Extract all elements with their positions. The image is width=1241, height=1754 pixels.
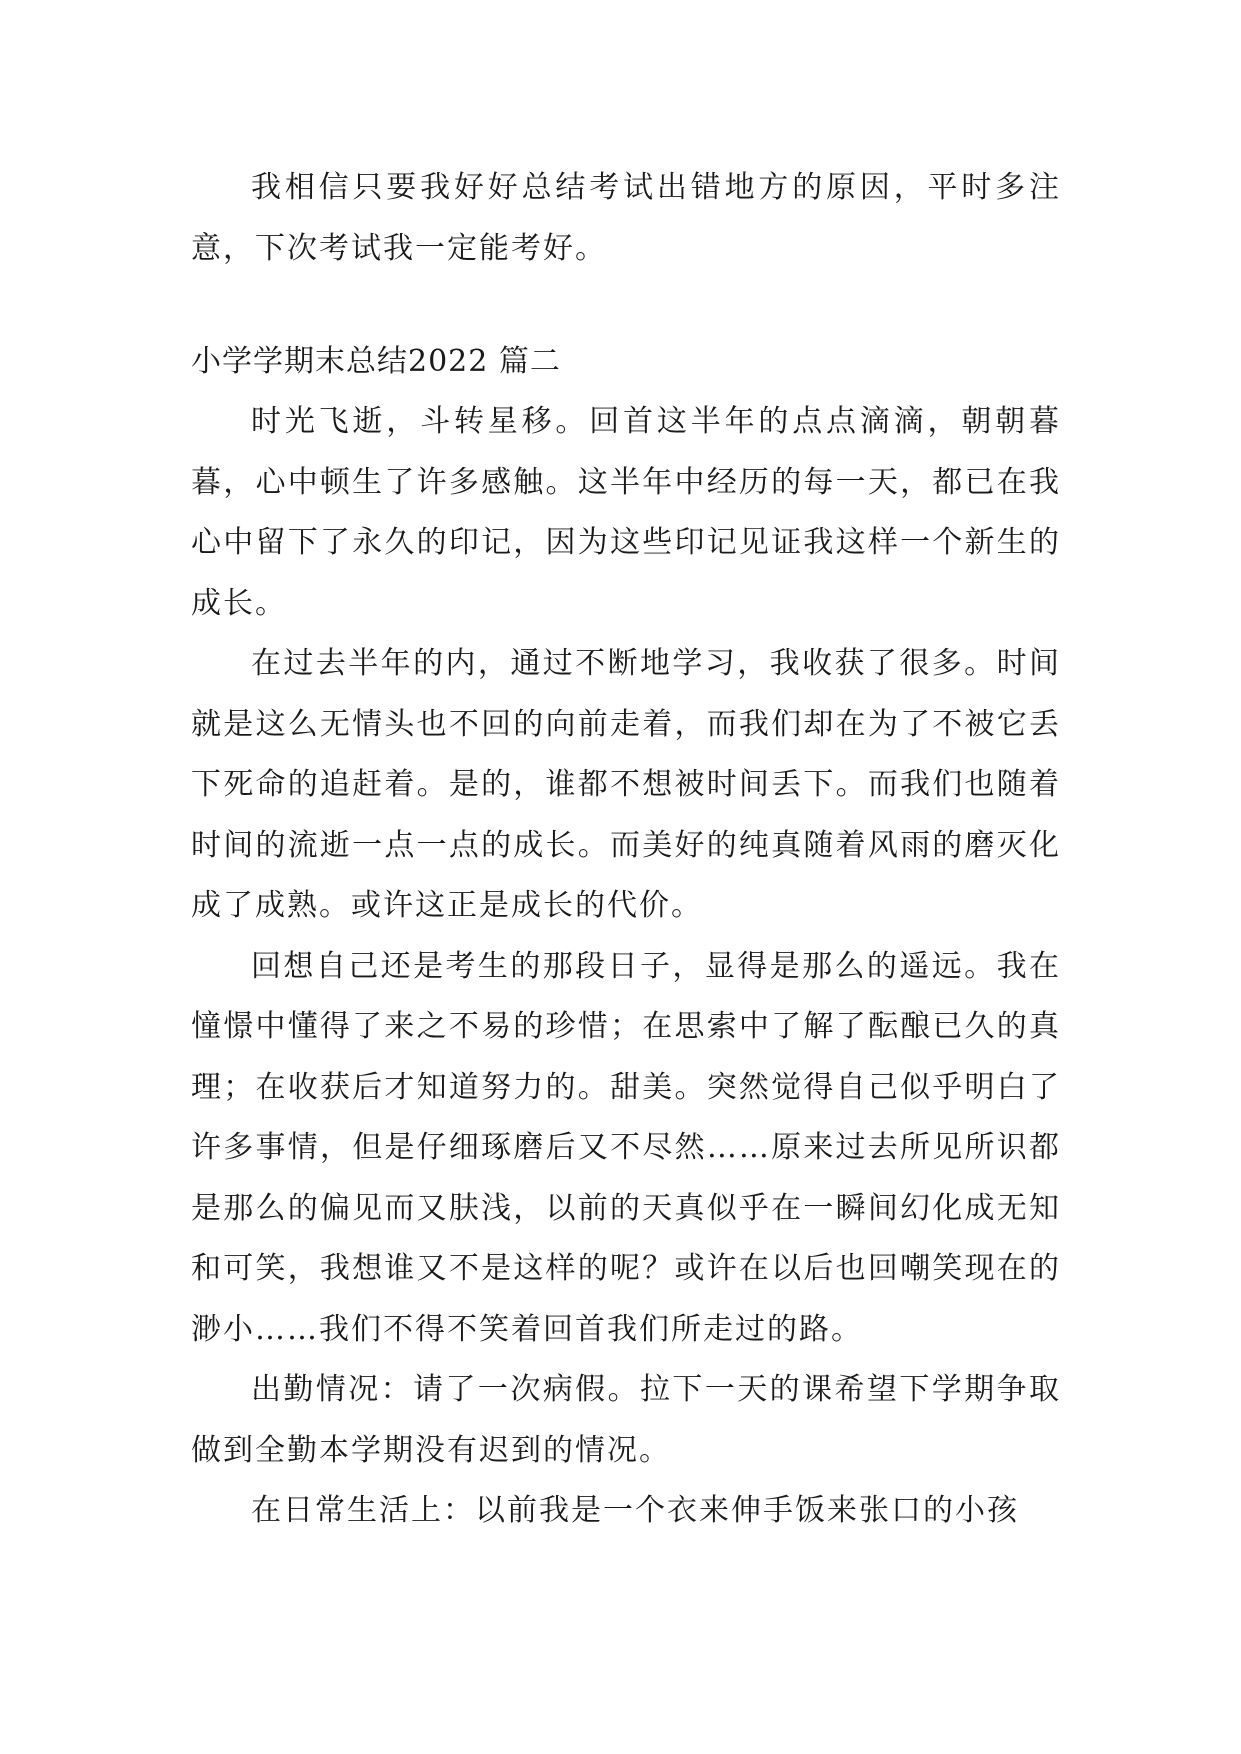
body-paragraph-1: 时光飞逝，斗转星移。回首这半年的点点滴滴，朝朝暮暮，心中顿生了许多感触。这半年中经历的每一天，都已在我心中留下了永久的印记，因为这些印记见证我这样一个新生的成长。 (191, 404, 1061, 621)
intro-paragraph: 我相信只要我好好总结考试出错地方的原因，平时多注意，下次考试我一定能考好。 (191, 170, 1061, 266)
body-paragraph-2: 在过去半年的内，通过不断地学习，我收获了很多。时间就是这么无情头也不回的向前走着，而我们却在为了不被它丢下死命的追赶着。是的，谁都不想被时间丢下。而我们也随着时间的流逝一点一点的成长。而美好的纯真随着风雨的磨灭化成了成熟。或许这正是成长的代价。 (191, 646, 1061, 923)
body-paragraph-3: 回想自己还是考生的那段日子，显得是那么的遥远。我在憧憬中懂得了来之不易的珍惜；在思索中了解了酝酿已久的真理；在收获后才知道努力的。甜美。突然觉得自己似乎明白了许多事情，但是仔细琢磨后又不尽然……原来过去所见所识都是那么的偏见而又肤浅，以前的天真似乎在一瞬间幻化成无知和可笑，我想谁又不是这样的呢？或许在以后也回嘲笑现在的渺小……我们不得不笑着回首我们所走过的路。 (191, 948, 1061, 1347)
body-paragraph-4: 出勤情况：请了一次病假。拉下一天的课希望下学期争取做到全勤本学期没有迟到的情况。 (191, 1372, 1061, 1468)
document-body (191, 158, 1061, 1542)
body-paragraph-5: 在日常生活上：以前我是一个衣来伸手饭来张口的小孩 (251, 1493, 1019, 1528)
section-title: 小学学期末总结2022 篇二 (191, 344, 561, 379)
